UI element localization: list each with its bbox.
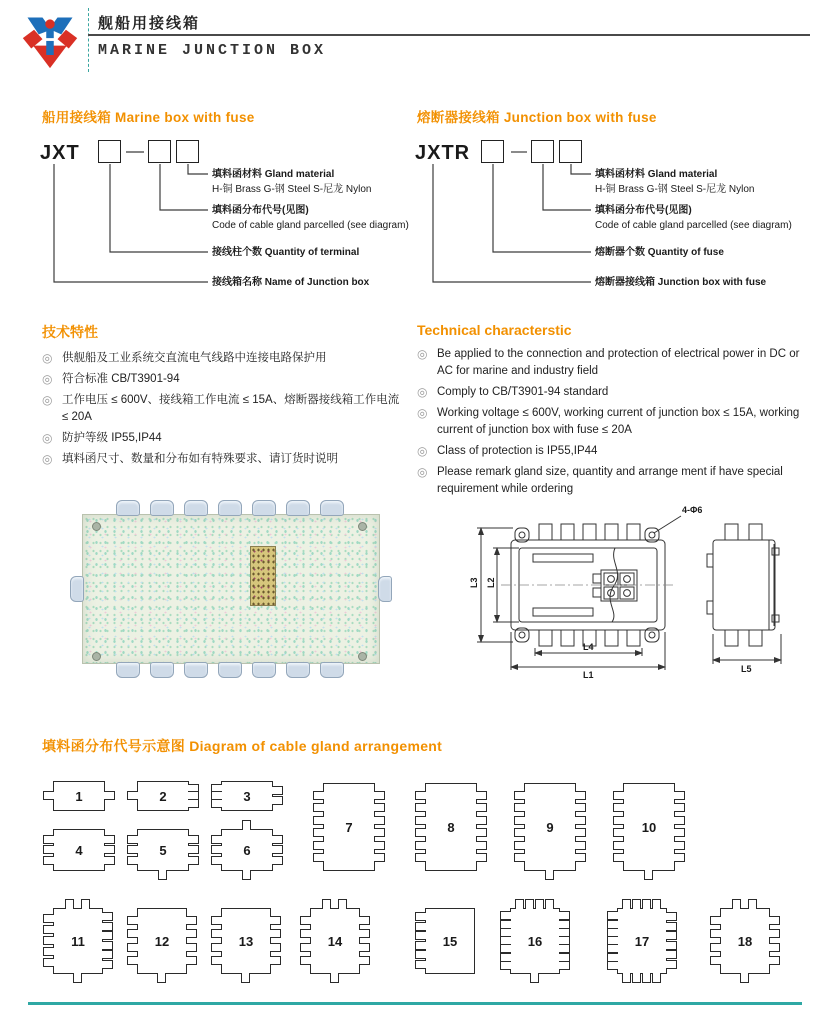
cable-gland-tab	[104, 856, 115, 865]
cable-gland-tab	[43, 791, 54, 800]
cable-gland-tab	[313, 828, 324, 837]
cable-gland-tab	[374, 828, 385, 837]
gland-arrangement-box	[221, 829, 273, 871]
cable-gland-tab	[127, 845, 138, 854]
arrangement-number: 12	[154, 933, 170, 949]
dimension-drawing-svg	[463, 498, 830, 690]
cable-gland-tab	[211, 929, 222, 938]
gland-arrangement-box	[425, 908, 475, 974]
gland-arrangement-box	[137, 908, 187, 974]
cable-gland-tab	[476, 791, 487, 800]
cable-gland-tab	[374, 816, 385, 825]
cable-gland-tab	[313, 791, 324, 800]
bottom-teal-rule	[28, 1002, 802, 1005]
gland-arrangement-box	[323, 783, 375, 871]
cable-gland-tab	[127, 835, 138, 844]
tech-item	[417, 384, 815, 401]
arrangement-number: 10	[641, 819, 657, 835]
cable-gland-tab	[359, 956, 370, 965]
cable-gland-tab	[43, 914, 54, 923]
tech-item	[42, 430, 404, 447]
cable-gland-tab	[186, 943, 197, 952]
gland-arrangement-box	[53, 781, 105, 811]
cable-gland-tab	[359, 916, 370, 925]
cable-gland-tab	[188, 835, 199, 844]
arrangement-number: 2	[159, 788, 167, 804]
technical-characteristics-en	[417, 322, 815, 502]
cable-gland-tab	[338, 899, 347, 909]
cable-gland-tab	[666, 941, 677, 950]
cable-gland-tab	[500, 961, 511, 970]
drawing-hole-note: 4-Φ6	[682, 505, 703, 515]
cable-gland-tab	[188, 845, 199, 854]
cable-gland	[70, 576, 84, 602]
gland-arrangement-box	[617, 908, 667, 974]
cable-gland-tab	[415, 941, 426, 950]
cable-gland-tab	[313, 853, 324, 862]
cable-gland-tab	[415, 960, 426, 969]
cable-gland-tab	[127, 856, 138, 865]
section-title-gland-diagram: 填料函分布代号示意图 Diagram of cable gland arrangement	[42, 738, 443, 754]
cable-gland	[320, 662, 344, 678]
cable-gland-tab	[622, 973, 631, 983]
tech-item-text: 防护等级 IP55,IP44	[62, 432, 162, 444]
tech-item	[417, 405, 815, 439]
cable-gland-tab	[515, 899, 524, 909]
cable-gland-tab	[186, 956, 197, 965]
cable-gland-tab	[211, 799, 222, 808]
corner-screw	[358, 652, 367, 661]
cable-gland-tab	[476, 841, 487, 850]
cable-gland-tab	[514, 853, 525, 862]
cable-gland-tab	[500, 911, 511, 920]
cable-gland-tab	[211, 956, 222, 965]
cable-gland-tab	[415, 931, 426, 940]
cable-gland-tab	[530, 973, 539, 983]
corner-screw	[358, 522, 367, 531]
cable-gland-tab	[43, 947, 54, 956]
arrangement-number: 13	[238, 933, 254, 949]
cable-gland-tab	[514, 816, 525, 825]
junction-box-body	[82, 514, 380, 664]
corner-screw	[92, 652, 101, 661]
arrangement-number: 1	[75, 788, 83, 804]
cable-gland-tab	[415, 816, 426, 825]
cable-gland	[218, 662, 242, 678]
cable-gland	[378, 576, 392, 602]
arrangement-number: 6	[243, 842, 251, 858]
cable-gland-tab	[415, 791, 426, 800]
gland-arrangements	[0, 768, 830, 990]
arrangement-number: 5	[159, 842, 167, 858]
cable-gland-tab	[607, 961, 618, 970]
cable-gland-tab	[211, 835, 222, 844]
cable-gland-tab	[241, 973, 250, 983]
cable-gland	[252, 662, 276, 678]
page-title-cn: 舰船用接线箱	[98, 15, 201, 32]
cable-gland-tab	[102, 950, 113, 959]
page-title-en: MARINE JUNCTION BOX	[98, 42, 327, 59]
cable-gland-tab	[186, 916, 197, 925]
ring-bullet-icon: ◎	[42, 351, 53, 365]
cable-gland-tab	[476, 803, 487, 812]
cable-gland-tab	[43, 856, 54, 865]
cable-gland-tab	[127, 791, 138, 800]
gland-arrangement-box	[310, 908, 360, 974]
gland-arrangement-box	[510, 908, 560, 974]
cable-gland-tab	[748, 899, 757, 909]
cable-gland-tab	[272, 845, 283, 854]
cable-gland-tab	[322, 899, 331, 909]
tech-title-en: Technical characterstic	[417, 322, 572, 338]
cable-gland-tab	[613, 853, 624, 862]
cable-gland-tab	[300, 916, 311, 925]
gland-arrangement-box	[53, 829, 105, 871]
tech-item	[42, 451, 404, 468]
cable-gland-tab	[740, 973, 749, 983]
arrangement-number: 9	[546, 819, 554, 835]
cable-gland-tab	[674, 803, 685, 812]
cable-gland-tab	[43, 835, 54, 844]
tech-item-text: Please remark gland size, quantity and arrange ment if have special requirement while ordering	[437, 466, 783, 495]
cable-gland-tab	[359, 943, 370, 952]
cable-gland-tab	[476, 828, 487, 837]
header-divider	[88, 8, 89, 72]
cable-gland-tab	[575, 841, 586, 850]
dim-label-l2: L2	[486, 577, 496, 588]
ring-bullet-icon: ◎	[42, 431, 53, 445]
cable-gland-tab	[157, 973, 166, 983]
cable-gland-tab	[666, 922, 677, 931]
cable-gland-tab	[374, 841, 385, 850]
gland-arrangement-box	[137, 829, 189, 871]
cable-gland-tab	[330, 973, 339, 983]
arrangement-number: 8	[447, 819, 455, 835]
cable-gland-tab	[514, 841, 525, 850]
company-anchor-logo	[20, 8, 80, 72]
cable-gland-tab	[613, 803, 624, 812]
label-gland-material: 填料函材料 Gland material H-铜 Brass G-钢 Steel S-尼龙 Nylon	[212, 169, 372, 195]
cable-gland-tab	[270, 916, 281, 925]
tech-list-cn	[42, 350, 404, 468]
cable-gland-tab	[674, 816, 685, 825]
gland-arrangement-box	[623, 783, 675, 871]
model-digit-box	[481, 140, 504, 163]
cable-gland-tab	[104, 845, 115, 854]
gland-arrangement-box	[720, 908, 770, 974]
cable-gland-tab	[211, 856, 222, 865]
cable-gland-tab	[613, 828, 624, 837]
cable-gland-tab	[613, 816, 624, 825]
cable-gland-tab	[43, 925, 54, 934]
cable-gland-tab	[272, 786, 283, 795]
cable-gland-tab	[374, 791, 385, 800]
arrangement-number: 3	[243, 788, 251, 804]
dim-label-l4: L4	[583, 642, 594, 652]
label-fuse-box-name: 熔断器接线箱 Junction box with fuse	[595, 277, 767, 288]
cable-gland-tab	[43, 936, 54, 945]
dimension-drawing	[463, 498, 830, 690]
label-terminal-qty: 接线柱个数 Quantity of terminal	[212, 247, 360, 258]
gland-arrangement-box	[221, 781, 273, 811]
cable-gland	[116, 662, 140, 678]
cable-gland-tab	[270, 929, 281, 938]
label-box-name: 接线箱名称 Name of Junction box	[212, 277, 370, 288]
cable-gland-tab	[374, 803, 385, 812]
cable-gland-tab	[769, 943, 780, 952]
cable-gland-tab	[415, 922, 426, 931]
cable-gland-tab	[575, 828, 586, 837]
cable-gland-tab	[666, 950, 677, 959]
cable-gland-tab	[514, 828, 525, 837]
label-gland-code: 填料函分布代号(见图) Code of cable gland parcelled (see diagram)	[595, 205, 792, 231]
cable-gland-tab	[102, 941, 113, 950]
cable-gland-tab	[613, 791, 624, 800]
cable-gland	[116, 500, 140, 516]
cable-gland-tab	[674, 828, 685, 837]
ring-bullet-icon: ◎	[417, 444, 428, 458]
cable-gland-tab	[710, 929, 721, 938]
cable-gland-tab	[186, 929, 197, 938]
tech-item-text: Working voltage ≤ 600V, working current of junction box ≤ 15A, working current of junction box with fuse ≤ 20A	[437, 407, 800, 436]
corner-screw	[92, 522, 101, 531]
gland-arrangement-box	[53, 908, 103, 974]
cable-gland-tab	[607, 944, 618, 953]
cable-gland-tab	[127, 956, 138, 965]
cable-gland	[150, 662, 174, 678]
cable-gland-tab	[270, 943, 281, 952]
arrangement-number: 16	[527, 933, 543, 949]
cable-gland-tab	[313, 816, 324, 825]
cable-gland-tab	[127, 943, 138, 952]
gland-arrangement-box	[524, 783, 576, 871]
cable-gland-tab	[415, 803, 426, 812]
cable-gland-tab	[127, 929, 138, 938]
label-gland-code: 填料函分布代号(见图) Code of cable gland parcelled (see diagram)	[212, 205, 409, 231]
gland-arrangement-box	[137, 781, 189, 811]
cable-gland-tab	[102, 931, 113, 940]
cable-gland-tab	[415, 912, 426, 921]
cable-gland-tab	[674, 791, 685, 800]
ring-bullet-icon: ◎	[42, 452, 53, 466]
cable-gland-tab	[710, 916, 721, 925]
tech-item	[42, 350, 404, 367]
arrangement-number: 7	[345, 819, 353, 835]
cable-gland-tab	[211, 845, 222, 854]
arrangement-number: 11	[71, 933, 85, 949]
cable-gland-tab	[525, 899, 534, 909]
junction-box-nameplate	[250, 546, 276, 606]
cable-gland-tab	[158, 870, 167, 880]
cable-gland-tab	[545, 870, 554, 880]
tech-item	[42, 371, 404, 388]
ring-bullet-icon: ◎	[417, 347, 428, 361]
tech-item-text: Comply to CB/T3901-94 standard	[437, 386, 609, 398]
cable-gland-tab	[642, 973, 651, 983]
header-rule	[88, 34, 810, 36]
cable-gland-tab	[514, 791, 525, 800]
cable-gland-tab	[732, 899, 741, 909]
gland-arrangement-box	[425, 783, 477, 871]
cable-gland-tab	[73, 973, 82, 983]
model-code: JXTR	[415, 142, 471, 164]
cable-gland-tab	[211, 943, 222, 952]
cable-gland-tab	[632, 899, 641, 909]
cable-gland-tab	[514, 803, 525, 812]
cable-gland-tab	[666, 912, 677, 921]
cable-gland-tab	[374, 853, 385, 862]
cable-gland-tab	[415, 841, 426, 850]
cable-gland-tab	[666, 960, 677, 969]
cable-gland-tab	[102, 922, 113, 931]
ring-bullet-icon: ◎	[42, 393, 53, 407]
cable-gland-tab	[313, 841, 324, 850]
cable-gland-tab	[43, 958, 54, 967]
cable-gland-tab	[415, 950, 426, 959]
tech-item	[42, 392, 404, 426]
tech-item-text: 填料函尺寸、数量和分布如有特殊要求、请订货时说明	[62, 453, 338, 465]
cable-gland	[218, 500, 242, 516]
product-photo-junction-box	[72, 500, 390, 678]
cable-gland-tab	[476, 816, 487, 825]
cable-gland-tab	[104, 791, 115, 800]
cable-gland-tab	[575, 803, 586, 812]
arrangement-number: 14	[327, 933, 343, 949]
tech-item-text: 符合标准 CB/T3901-94	[62, 373, 180, 385]
technical-characteristics-cn	[42, 322, 404, 472]
cable-gland-tab	[769, 929, 780, 938]
ring-bullet-icon: ◎	[417, 385, 428, 399]
cable-gland-tab	[127, 916, 138, 925]
cable-gland-tab	[313, 803, 324, 812]
cable-gland-tab	[575, 791, 586, 800]
arrangement-number: 18	[737, 933, 753, 949]
section-title-marine-box: 船用接线箱 Marine box with fuse	[42, 110, 255, 125]
tech-item-text: Be applied to the connection and protection of electrical power in DC or AC for marine and industry field	[437, 348, 800, 377]
cable-gland-tab	[674, 841, 685, 850]
model-digit-box	[559, 140, 582, 163]
ring-bullet-icon: ◎	[417, 465, 428, 479]
cable-gland-tab	[272, 835, 283, 844]
cable-gland-tab	[613, 841, 624, 850]
tech-item	[417, 346, 815, 380]
cable-gland	[320, 500, 344, 516]
model-code: JXT	[40, 142, 80, 164]
cable-gland-tab	[81, 899, 90, 909]
arrangement-number: 17	[634, 933, 650, 949]
cable-gland-tab	[607, 911, 618, 920]
cable-gland	[286, 500, 310, 516]
cable-gland-tab	[674, 853, 685, 862]
cable-gland-tab	[102, 960, 113, 969]
cable-gland-tab	[710, 943, 721, 952]
cable-gland-tab	[300, 929, 311, 938]
dim-label-l1: L1	[583, 670, 594, 680]
dim-label-l5: L5	[741, 664, 752, 674]
cable-gland-tab	[300, 956, 311, 965]
tech-title-cn: 技术特性	[42, 324, 98, 340]
cable-gland-tab	[652, 973, 661, 983]
cable-gland-tab	[300, 943, 311, 952]
tech-item-text: 工作电压 ≤ 600V、接线箱工作电流 ≤ 15A、熔断器接线箱工作电流 ≤ 20A	[62, 394, 400, 423]
tech-item	[417, 443, 815, 460]
cable-gland-tab	[535, 899, 544, 909]
arrangement-number: 4	[75, 842, 83, 858]
cable-gland-tab	[710, 956, 721, 965]
model-designation-jxtr	[415, 136, 805, 316]
cable-gland	[184, 662, 208, 678]
tech-item	[417, 464, 815, 498]
model-designation-jxt	[40, 136, 430, 316]
cable-gland-tab	[359, 929, 370, 938]
cable-gland-tab	[559, 911, 570, 920]
label-gland-material: 填料函材料 Gland material H-铜 Brass G-钢 Steel S-尼龙 Nylon	[595, 169, 755, 195]
cable-gland-tab	[559, 961, 570, 970]
tech-item-text: 供舰船及工业系统交直流电气线路中连接电路保护用	[62, 352, 327, 364]
cable-gland-tab	[242, 870, 251, 880]
cable-gland-tab	[622, 899, 631, 909]
cable-gland	[150, 500, 174, 516]
ring-bullet-icon: ◎	[417, 406, 428, 420]
arrangement-number: 15	[442, 933, 458, 949]
cable-gland-tab	[769, 916, 780, 925]
dim-label-l3: L3	[469, 577, 479, 588]
cable-gland-tab	[769, 956, 780, 965]
tech-list-en	[417, 346, 815, 498]
cable-gland-tab	[559, 944, 570, 953]
label-fuse-qty: 熔断器个数 Quantity of fuse	[595, 247, 724, 258]
cable-gland-tab	[476, 853, 487, 862]
cable-gland-tab	[500, 944, 511, 953]
tech-item-text: Class of protection is IP55,IP44	[437, 445, 598, 457]
section-title-fuse-box: 熔断器接线箱 Junction box with fuse	[417, 110, 657, 125]
cable-gland-tab	[102, 912, 113, 921]
cable-gland-tab	[666, 931, 677, 940]
model-digit-box	[148, 140, 171, 163]
cable-gland-tab	[575, 816, 586, 825]
cable-gland-tab	[188, 799, 199, 808]
cable-gland-tab	[188, 856, 199, 865]
cable-gland-tab	[211, 916, 222, 925]
cable-gland-tab	[415, 853, 426, 862]
cable-gland	[252, 500, 276, 516]
cable-gland-tab	[270, 956, 281, 965]
cable-gland-tab	[43, 845, 54, 854]
ring-bullet-icon: ◎	[42, 372, 53, 386]
cable-gland	[286, 662, 310, 678]
cable-gland-tab	[545, 899, 554, 909]
cable-gland-tab	[575, 853, 586, 862]
cable-gland	[184, 500, 208, 516]
cable-gland-tab	[415, 828, 426, 837]
cable-gland-tab	[642, 899, 651, 909]
cable-gland-tab	[242, 820, 251, 830]
cable-gland-tab	[652, 899, 661, 909]
gland-arrangement-box	[221, 908, 271, 974]
cable-gland-tab	[632, 973, 641, 983]
model-digit-box	[176, 140, 199, 163]
model-digit-box	[531, 140, 554, 163]
cable-gland-tab	[272, 796, 283, 805]
model-digit-box	[98, 140, 121, 163]
cable-gland-tab	[104, 835, 115, 844]
cable-gland-tab	[644, 870, 653, 880]
cable-gland-tab	[65, 899, 74, 909]
cable-gland-tab	[272, 856, 283, 865]
